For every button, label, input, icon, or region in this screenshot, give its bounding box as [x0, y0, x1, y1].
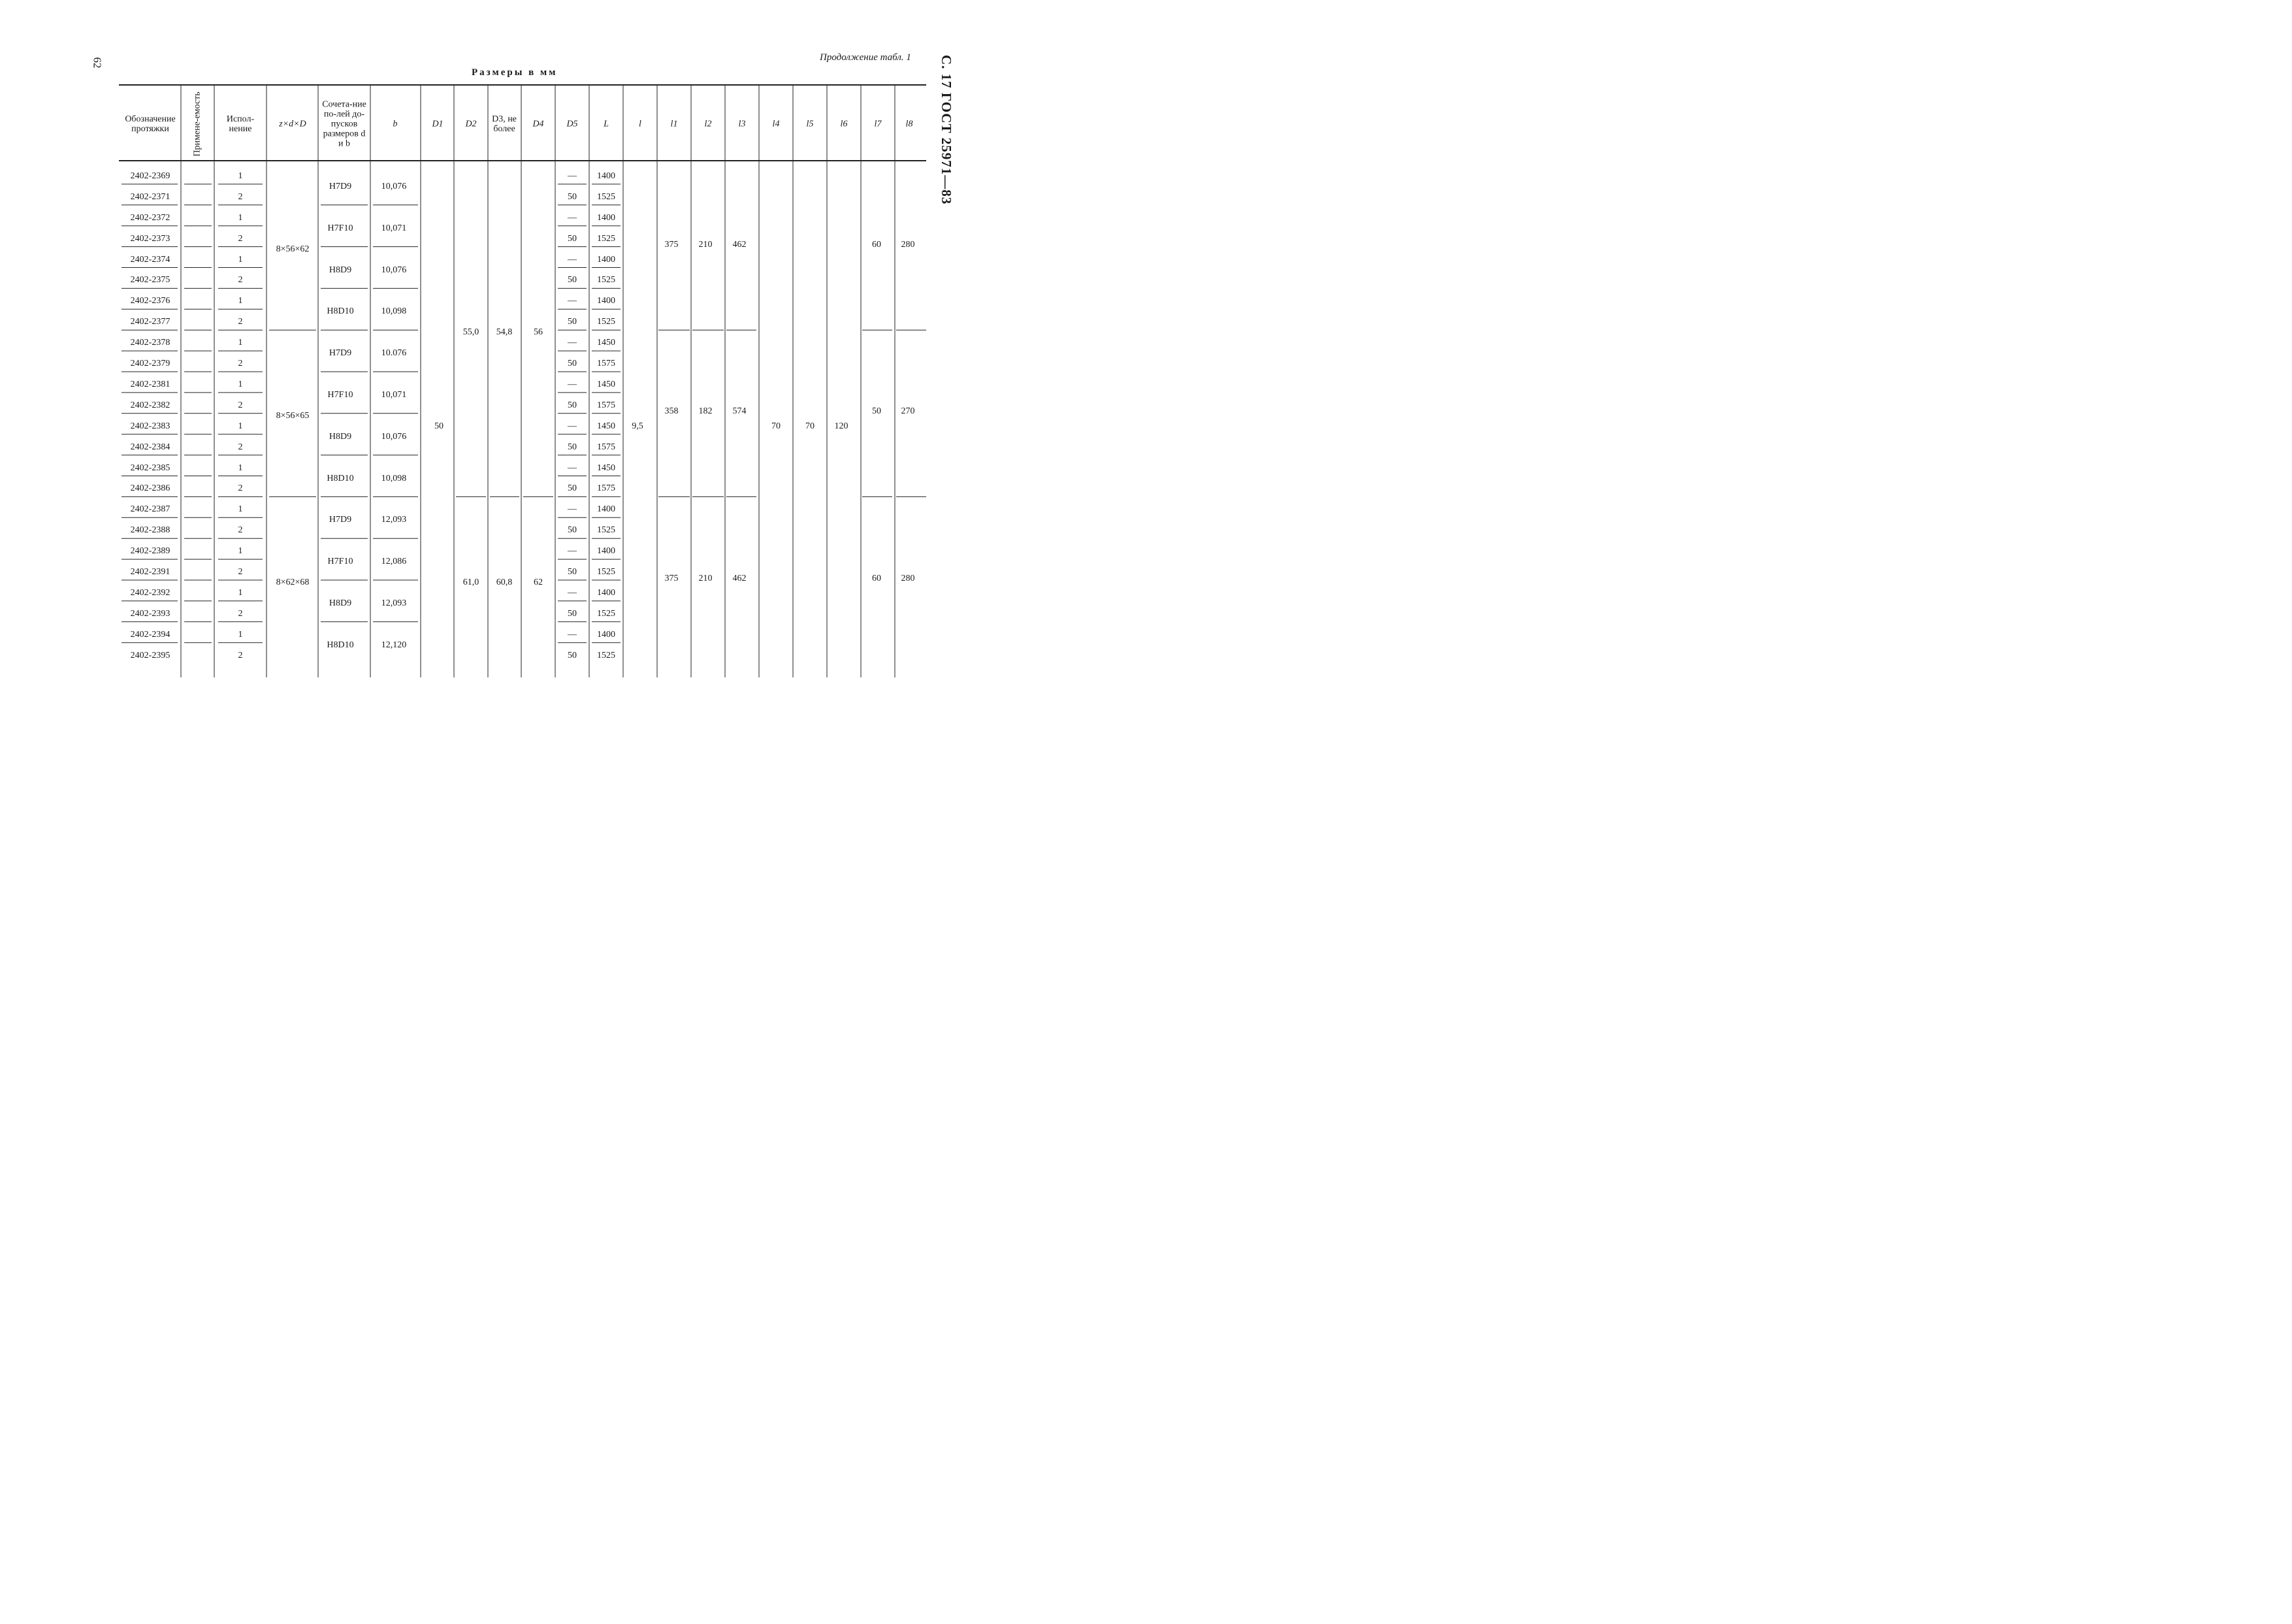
- row-designation: 2402-2371: [130, 191, 170, 202]
- header-d5: D5: [566, 119, 578, 129]
- header-l7: l7: [874, 119, 882, 129]
- b-value: 10,076: [381, 265, 407, 275]
- tolerance-value: H7F10: [327, 557, 353, 567]
- row-designation: 2402-2392: [130, 587, 170, 598]
- l1-value: 375: [664, 573, 679, 583]
- header-l3: l3: [738, 119, 746, 129]
- header-l8: l8: [905, 119, 913, 129]
- row-l: 1400: [597, 254, 615, 265]
- row-designation: 2402-2384: [130, 442, 170, 452]
- row-l: 1525: [597, 233, 615, 244]
- d3-value: 54,8: [496, 327, 513, 338]
- row-l: 1450: [597, 338, 615, 348]
- row-version: 2: [238, 608, 243, 619]
- row-d5: —: [568, 463, 577, 473]
- zdd-value: 8×62×68: [276, 577, 310, 587]
- row-d5: 50: [568, 275, 577, 285]
- row-l: 1525: [597, 275, 615, 285]
- row-designation: 2402-2378: [130, 338, 170, 348]
- d2-value: 61,0: [462, 577, 479, 587]
- b-value: 12,120: [381, 640, 407, 650]
- header-d1: D1: [432, 119, 444, 129]
- b-value: 10,076: [381, 431, 407, 442]
- tolerance-value: H8D10: [327, 473, 354, 483]
- b-value: 12,093: [381, 515, 407, 525]
- row-designation: 2402-2375: [130, 275, 170, 285]
- row-version: 2: [238, 442, 243, 452]
- header-zdd: z×d×D: [279, 119, 306, 129]
- tolerance-value: H8D9: [329, 431, 352, 442]
- row-l: 1450: [597, 463, 615, 473]
- l3-value: 574: [732, 406, 747, 417]
- row-designation: 2402-2391: [130, 567, 170, 577]
- tolerance-value: H8D9: [329, 598, 352, 608]
- header-l6: l6: [840, 119, 848, 129]
- row-d5: 50: [568, 483, 577, 494]
- tolerance-value: H8D10: [327, 306, 354, 317]
- tolerance-value: H7D9: [329, 348, 352, 359]
- row-version: 2: [238, 191, 243, 202]
- units-caption: Размеры в мм: [472, 67, 558, 78]
- row-l: 1575: [597, 442, 615, 452]
- l6-value: 120: [834, 421, 848, 431]
- zdd-value: 8×56×65: [276, 410, 310, 421]
- header-l1: l1: [670, 119, 678, 129]
- row-l: 1400: [597, 296, 615, 306]
- l5-value: 70: [805, 421, 815, 431]
- row-version: 2: [238, 525, 243, 536]
- l7-value: 60: [872, 573, 881, 583]
- continuation-note: Продолжение табл. 1: [820, 52, 911, 63]
- header-l4: l4: [772, 119, 780, 129]
- b-value: 12,093: [381, 598, 407, 608]
- row-designation: 2402-2389: [130, 546, 170, 557]
- row-version: 1: [238, 338, 243, 348]
- standard-side-title: С. 17 ГОСТ 25971—83: [939, 55, 954, 205]
- row-designation: 2402-2381: [130, 379, 170, 389]
- row-d5: —: [568, 504, 577, 515]
- row-l: 1400: [597, 629, 615, 640]
- l7-value: 50: [872, 406, 881, 417]
- row-d5: 50: [568, 567, 577, 577]
- l1-value: 358: [664, 406, 679, 417]
- row-l: 1450: [597, 421, 615, 431]
- row-l: 1400: [597, 546, 615, 557]
- l1-value: 375: [664, 240, 679, 250]
- row-l: 1525: [597, 317, 615, 327]
- row-d5: 50: [568, 400, 577, 410]
- row-d5: —: [568, 254, 577, 265]
- header-d2: D2: [465, 119, 477, 129]
- l8-value: 280: [901, 240, 915, 250]
- header-d3: D3, не более: [492, 114, 517, 134]
- row-d5: 50: [568, 191, 577, 202]
- row-version: 1: [238, 171, 243, 181]
- row-version: 2: [238, 567, 243, 577]
- b-value: 10,098: [381, 306, 407, 317]
- l8-value: 280: [901, 573, 915, 583]
- tolerance-value: H8D10: [327, 640, 354, 650]
- d4-value: 56: [534, 327, 543, 338]
- row-d5: —: [568, 421, 577, 431]
- row-version: 2: [238, 275, 243, 285]
- row-d5: 50: [568, 359, 577, 369]
- row-d5: —: [568, 171, 577, 181]
- row-version: 1: [238, 463, 243, 473]
- row-l: 1575: [597, 359, 615, 369]
- row-version: 1: [238, 379, 243, 389]
- row-version: 1: [238, 254, 243, 265]
- tolerance-value: H7D9: [329, 515, 352, 525]
- row-designation: 2402-2372: [130, 212, 170, 223]
- row-version: 1: [238, 587, 243, 598]
- b-value: 10.076: [381, 348, 407, 359]
- header-l5: l5: [806, 119, 814, 129]
- header-l2: l2: [704, 119, 712, 129]
- l7-value: 60: [872, 240, 881, 250]
- row-designation: 2402-2388: [130, 525, 170, 536]
- row-l: 1525: [597, 525, 615, 536]
- header-d4: D4: [532, 119, 544, 129]
- row-designation: 2402-2369: [130, 171, 170, 181]
- tolerance-value: H7D9: [329, 181, 352, 191]
- row-d5: 50: [568, 608, 577, 619]
- tolerance-value: H8D9: [329, 265, 352, 275]
- row-d5: —: [568, 379, 577, 389]
- b-value: 12,086: [381, 557, 407, 567]
- header-b: b: [393, 119, 398, 129]
- row-l: 1450: [597, 379, 615, 389]
- row-l: 1525: [597, 608, 615, 619]
- row-designation: 2402-2373: [130, 233, 170, 244]
- row-d5: 50: [568, 525, 577, 536]
- tolerance-value: H7F10: [327, 389, 353, 400]
- d3-value: 60,8: [496, 577, 513, 587]
- row-d5: —: [568, 296, 577, 306]
- l2-value: 210: [698, 573, 713, 583]
- document-page: [0, 0, 1018, 721]
- row-d5: —: [568, 212, 577, 223]
- row-d5: —: [568, 629, 577, 640]
- row-d5: —: [568, 546, 577, 557]
- row-designation: 2402-2387: [130, 504, 170, 515]
- row-d5: —: [568, 338, 577, 348]
- l2-value: 182: [698, 406, 713, 417]
- row-designation: 2402-2386: [130, 483, 170, 494]
- l3-value: 462: [732, 573, 747, 583]
- row-designation: 2402-2383: [130, 421, 170, 431]
- row-d5: 50: [568, 317, 577, 327]
- b-value: 10,098: [381, 473, 407, 483]
- l4-value: 70: [771, 421, 781, 431]
- row-version: 1: [238, 504, 243, 515]
- row-l: 1400: [597, 504, 615, 515]
- row-d5: 50: [568, 650, 577, 660]
- b-value: 10,071: [381, 389, 407, 400]
- page-number: 62: [91, 57, 104, 69]
- l-value: 9,5: [632, 421, 643, 431]
- header-l: l: [639, 119, 641, 129]
- header-l: L: [604, 119, 609, 129]
- header-version: Испол-нение: [226, 114, 255, 134]
- row-l: 1400: [597, 587, 615, 598]
- row-version: 2: [238, 400, 243, 410]
- header-designation: Обозначение протяжки: [125, 114, 176, 134]
- row-version: 2: [238, 233, 243, 244]
- header-applicability: Примене-емость: [192, 91, 202, 157]
- row-designation: 2402-2394: [130, 629, 170, 640]
- row-l: 1575: [597, 400, 615, 410]
- row-version: 1: [238, 421, 243, 431]
- l3-value: 462: [732, 240, 747, 250]
- row-version: 2: [238, 650, 243, 660]
- row-designation: 2402-2377: [130, 317, 170, 327]
- row-version: 2: [238, 317, 243, 327]
- row-version: 1: [238, 546, 243, 557]
- row-version: 2: [238, 483, 243, 494]
- b-value: 10,076: [381, 181, 407, 191]
- row-d5: 50: [568, 442, 577, 452]
- row-d5: —: [568, 587, 577, 598]
- row-designation: 2402-2393: [130, 608, 170, 619]
- d1-value: 50: [434, 421, 444, 431]
- row-l: 1575: [597, 483, 615, 494]
- row-l: 1400: [597, 212, 615, 223]
- row-designation: 2402-2376: [130, 296, 170, 306]
- d4-value: 62: [534, 577, 543, 587]
- row-l: 1525: [597, 191, 615, 202]
- row-designation: 2402-2395: [130, 650, 170, 660]
- l2-value: 210: [698, 240, 713, 250]
- row-version: 2: [238, 359, 243, 369]
- b-value: 10,071: [381, 223, 407, 233]
- row-designation: 2402-2374: [130, 254, 170, 265]
- row-version: 1: [238, 296, 243, 306]
- d2-value: 55,0: [462, 327, 479, 338]
- header-tolerance: Сочета-ние по-лей до-пусков размеров d и b: [322, 99, 366, 149]
- row-d5: 50: [568, 233, 577, 244]
- row-version: 1: [238, 629, 243, 640]
- row-l: 1525: [597, 650, 615, 660]
- row-designation: 2402-2382: [130, 400, 170, 410]
- l8-value: 270: [901, 406, 915, 417]
- row-l: 1400: [597, 171, 615, 181]
- row-designation: 2402-2379: [130, 359, 170, 369]
- zdd-value: 8×56×62: [276, 244, 310, 254]
- tolerance-value: H7F10: [327, 223, 353, 233]
- row-l: 1525: [597, 567, 615, 577]
- row-designation: 2402-2385: [130, 463, 170, 473]
- row-version: 1: [238, 212, 243, 223]
